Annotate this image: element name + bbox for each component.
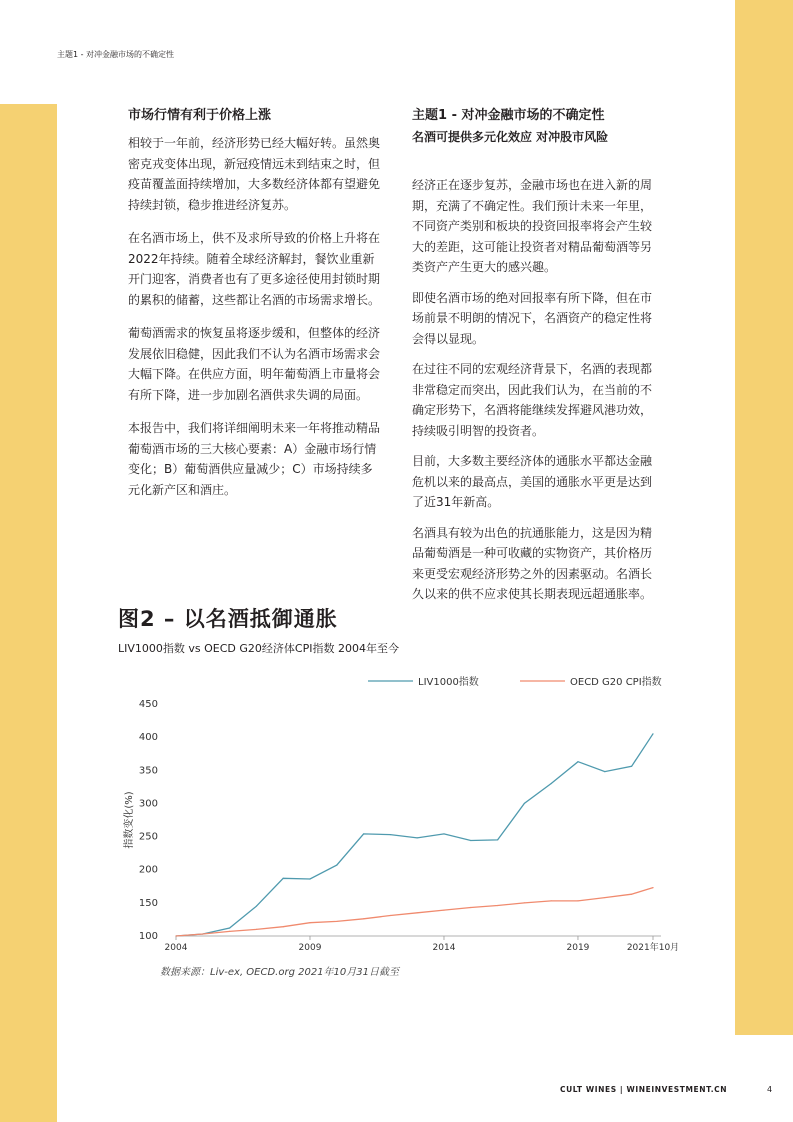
right-paragraph-5: 名酒具有较为出色的抗通胀能力，这是因为精品葡萄酒是一种可收藏的实物资产，其价格历来更受宏观经济形势之外的因素驱动。名酒长久以来的供不应求使其长期表现远超通胀率。 [412, 525, 653, 601]
series-0-point-7 [363, 833, 364, 834]
left-paragraph-2: 在名酒市场上，供不及求所导致的价格上升将在2022年持续。随着全球经济解封，餐饮业重新开门迎客，消费者也有了更多途径使用封锁时期的累积的储蓄，这些都让名酒的市场需求增长。 [128, 231, 381, 307]
series-0-point-14 [551, 783, 552, 784]
y-tick-label-7: 450 [138, 699, 158, 710]
series-1-point-3 [256, 929, 257, 930]
running-head: 主题1 - 对冲金融市场的不确定性 [57, 50, 175, 59]
series-1-point-9 [417, 912, 418, 913]
series-0-point-8 [390, 834, 391, 835]
y-tick-label-2: 200 [138, 864, 158, 876]
series-0-point-3 [256, 906, 257, 907]
series-0-point-15 [577, 761, 578, 762]
x-tick-label-0: 2004 [164, 943, 188, 953]
x-tick-label-1: 2009 [298, 943, 322, 953]
y-tick-label-0: 100 [138, 931, 158, 942]
series-0-point-6 [336, 864, 337, 865]
legend-label-1: OECD G20 CPI指数 [570, 677, 662, 688]
figure-subtitle: LIV1000指数 vs OECD G20经济体CPI指数 2004年至今 [118, 642, 399, 655]
series-1-point-11 [470, 907, 471, 908]
series-0-point-17 [631, 766, 632, 767]
right-paragraph-3: 在过往不同的宏观经济背景下，名酒的表现都非常稳定而突出，因此我们认为，在当前的不确定形势下，名酒将能继续发挥避风港功效，持续吸引明智的投资者。 [412, 362, 653, 438]
series-0-point-16 [604, 771, 605, 772]
series-0-point-13 [524, 803, 525, 804]
series-1-point-8 [390, 915, 391, 916]
series-1-point-17 [631, 894, 632, 895]
y-axis-label: 指数变化(%) [124, 791, 135, 849]
left-paragraph-4: 本报告中，我们将详细阐明未来一年将推动精品葡萄酒市场的三大核心要素：A）金融市场行情变化；B）葡萄酒供应量减少；C）市场持续多元化新产区和酒庄。 [128, 421, 381, 497]
series-1-point-18 [652, 887, 653, 888]
right-heading: 主题1 - 对冲金融市场的不确定性 [412, 108, 605, 123]
left-heading: 市场行情有利于价格上涨 [128, 108, 272, 123]
right-paragraph-2: 即使名酒市场的绝对回报率有所下降，但在市场前景不明朗的情况下，名酒资产的稳定性将会得以显现。 [412, 290, 653, 346]
series-0-point-4 [283, 878, 284, 879]
y-tick-label-6: 400 [138, 732, 158, 744]
left-paragraph-3: 葡萄酒需求的恢复虽将逐步缓和，但整体的经济发展依旧稳健，因此我们不认为名酒市场需求会大幅下降。在供应方面，明年葡萄酒上市量将会有所下降，进一步加剧名酒供求失调的局面。 [128, 326, 381, 402]
series-0-point-2 [229, 927, 230, 928]
figure-source: 数据来源：Liv-ex, OECD.org 2021年10月31日截至 [160, 967, 400, 978]
series-1-point-5 [309, 922, 310, 923]
series-line-0 [176, 734, 653, 936]
y-tick-label-5: 350 [138, 765, 158, 777]
right-subheading: 名酒可提供多元化效应 对冲股市风险 [412, 130, 609, 144]
x-tick-label-4: 2021年10月 [626, 943, 680, 953]
series-1-point-14 [551, 900, 552, 901]
y-tick-label-3: 250 [138, 831, 158, 843]
x-tick-label-2: 2014 [432, 943, 456, 953]
figure-title: 图2 – 以名酒抵御通胀 [118, 607, 338, 631]
left-paragraph-1: 相较于一年前，经济形势已经大幅好转。虽然奥密克戎变体出现，新冠疫情远未到结束之时，但疫苗覆盖面持续增加，大多数经济体都有望避免持续封锁，稳步推进经济复苏。 [128, 136, 381, 212]
series-0-point-10 [443, 833, 444, 834]
series-1-point-16 [604, 897, 605, 898]
series-1-point-1 [202, 933, 203, 934]
series-line-1 [176, 888, 653, 936]
y-tick-label-4: 300 [138, 798, 158, 810]
series-0-point-12 [497, 839, 498, 840]
x-tick-label-3: 2019 [566, 943, 590, 953]
right-paragraph-4: 目前，大多数主要经济体的通胀水平都达金融危机以来的最高点，美国的通胀水平更是达到了近31年新高。 [412, 454, 653, 509]
series-1-point-6 [336, 921, 337, 922]
legend-label-0: LIV1000指数 [418, 677, 479, 688]
series-1-point-13 [524, 902, 525, 903]
series-0-point-18 [652, 733, 653, 734]
series-0-point-5 [309, 878, 310, 879]
series-0-point-9 [417, 837, 418, 838]
series-1-point-4 [283, 926, 284, 927]
y-tick-label-1: 150 [138, 897, 158, 909]
series-1-point-7 [363, 918, 364, 919]
series-1-point-0 [175, 935, 176, 936]
footer-brand: CULT WINES | WINEINVESTMENT.CN [560, 1085, 728, 1094]
series-1-point-10 [443, 910, 444, 911]
page-number: 4 [767, 1085, 773, 1094]
series-1-point-2 [229, 931, 230, 932]
right-paragraph-1: 经济正在逐步复苏，金融市场也在进入新的周期，充满了不确定性。我们预计未来一年里，不同资产类别和板块的投资回报率将会产生较大的差距，这可能让投资者对精品葡萄酒等另类资产产生更大的感兴趣。 [412, 178, 653, 274]
series-1-point-15 [577, 900, 578, 901]
series-1-point-12 [497, 905, 498, 906]
series-0-point-11 [470, 840, 471, 841]
